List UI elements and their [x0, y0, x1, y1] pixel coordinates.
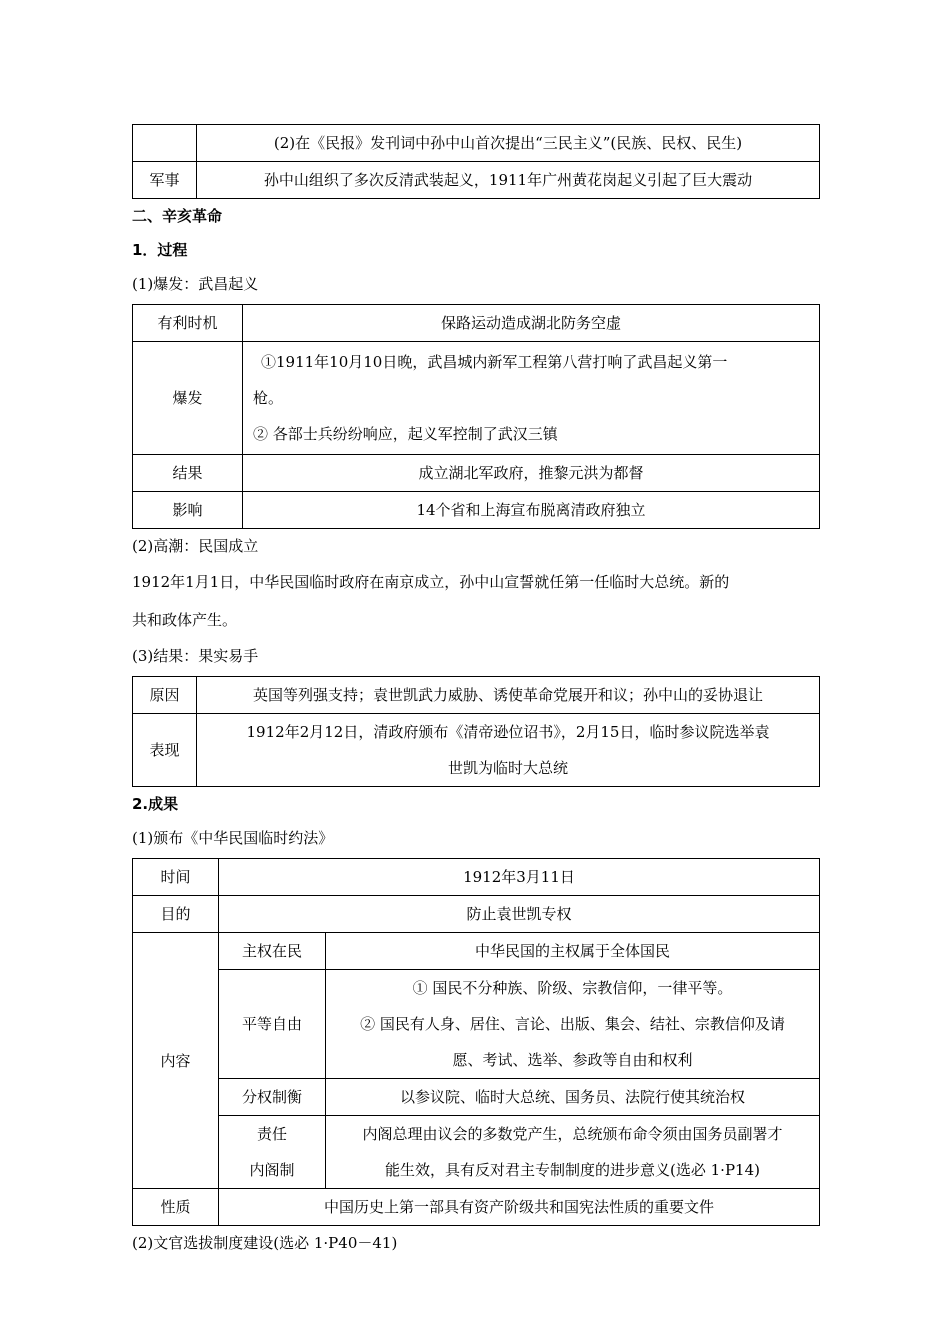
row-label: 影响	[133, 492, 243, 529]
result-table	[132, 676, 820, 787]
row-text: 中华民国的主权属于全体国民	[326, 933, 820, 970]
table-row	[133, 896, 820, 933]
row-text-multiline	[197, 714, 820, 787]
row-label: 性质	[133, 1189, 219, 1226]
table-row	[133, 455, 820, 492]
row-text-multiline	[243, 342, 820, 455]
row-text-multiline	[326, 970, 820, 1079]
wuchang-uprising-table	[132, 304, 820, 529]
table-row	[133, 125, 820, 162]
row-text: 孙中山组织了多次反清武装起义，1911年广州黄花岗起义引起了巨大震动	[197, 162, 820, 199]
sub-label: 分权制衡	[219, 1079, 326, 1116]
row-label: 目的	[133, 896, 219, 933]
text-line: ② 各部士兵纷纷响应，起义军控制了武汉三镇	[253, 425, 558, 443]
row-text: 14个省和上海宣布脱离清政府独立	[243, 492, 820, 529]
sub-label: 主权在民	[219, 933, 326, 970]
text-line: 1912年2月12日，清政府颁布《清帝逊位诏书》，2月15日，临时参议院选举袁	[246, 723, 770, 741]
table-row	[133, 1116, 820, 1189]
military-table	[132, 124, 820, 199]
text-line: ①1911年10月10日晚，武昌城内新军工程第八营打响了武昌起义第一	[261, 353, 728, 371]
table-row	[133, 492, 820, 529]
text-line: 世凯为临时大总统	[447, 759, 568, 777]
paragraph: (2)高潮：民国成立	[132, 537, 259, 555]
content-label: 内容	[133, 933, 219, 1189]
text-line: 枪。	[253, 389, 284, 407]
table-row	[133, 970, 820, 1079]
row-text: 中国历史上第一部具有资产阶级共和国宪法性质的重要文件	[219, 1189, 820, 1226]
provisional-constitution-table	[132, 858, 820, 1226]
row-label: 有利时机	[133, 305, 243, 342]
row-label	[133, 125, 197, 162]
paragraph: 1912年1月1日，中华民国临时政府在南京成立，孙中山宣誓就任第一任临时大总统。新的	[132, 573, 730, 591]
text-line: 内阁制	[249, 1161, 295, 1179]
row-label: 表现	[133, 714, 197, 787]
row-text: (2)在《民报》发刊词中孙中山首次提出“三民主义”(民族、民权、民生)	[197, 125, 820, 162]
row-label: 结果	[133, 455, 243, 492]
row-text: 英国等列强支持；袁世凯武力威胁、诱使革命党展开和议；孙中山的妥协退让	[197, 677, 820, 714]
row-text: 保路运动造成湖北防务空虚	[243, 305, 820, 342]
table-row	[133, 305, 820, 342]
row-text: 防止袁世凯专权	[219, 896, 820, 933]
row-label: 原因	[133, 677, 197, 714]
row-label: 爆发	[133, 342, 243, 455]
subsection-heading: 1．过程	[132, 241, 188, 259]
section-heading: 二、辛亥革命	[132, 207, 223, 225]
paragraph: (1)爆发：武昌起义	[132, 275, 259, 293]
text-line: 内阁总理由议会的多数党产生，总统颁布命令须由国务员副署才	[362, 1125, 783, 1143]
table-row	[133, 1079, 820, 1116]
row-label: 时间	[133, 859, 219, 896]
table-row	[133, 714, 820, 787]
table-row	[133, 859, 820, 896]
row-label: 军事	[133, 162, 197, 199]
text-line: 愿、考试、选举、参政等自由和权利	[452, 1051, 693, 1069]
paragraph: 共和政体产生。	[132, 611, 238, 629]
sub-label: 平等自由	[219, 970, 326, 1079]
document-page	[132, 124, 820, 1260]
row-text: 成立湖北军政府，推黎元洪为都督	[243, 455, 820, 492]
paragraph: (2)文官选拔制度建设(选必 1·P40－41)	[132, 1234, 398, 1252]
text-line: 责任	[256, 1125, 287, 1143]
table-row	[133, 1189, 820, 1226]
text-line: ② 国民有人身、居住、言论、出版、集会、结社、宗教信仰及请	[360, 1015, 785, 1033]
paragraph: (1)颁布《中华民国临时约法》	[132, 829, 334, 847]
row-text-multiline	[326, 1116, 820, 1189]
sub-label-multiline	[219, 1116, 326, 1189]
table-row	[133, 677, 820, 714]
subsection-heading: 2.成果	[132, 795, 179, 813]
table-row	[133, 342, 820, 455]
table-row	[133, 162, 820, 199]
table-row	[133, 933, 820, 970]
row-text: 以参议院、临时大总统、国务员、法院行使其统治权	[326, 1079, 820, 1116]
row-text: 1912年3月11日	[219, 859, 820, 896]
text-line: 能生效，具有反对君主专制制度的进步意义(选必 1·P14)	[385, 1161, 760, 1179]
text-line: ① 国民不分种族、阶级、宗教信仰，一律平等。	[412, 979, 733, 997]
paragraph: (3)结果：果实易手	[132, 647, 259, 665]
